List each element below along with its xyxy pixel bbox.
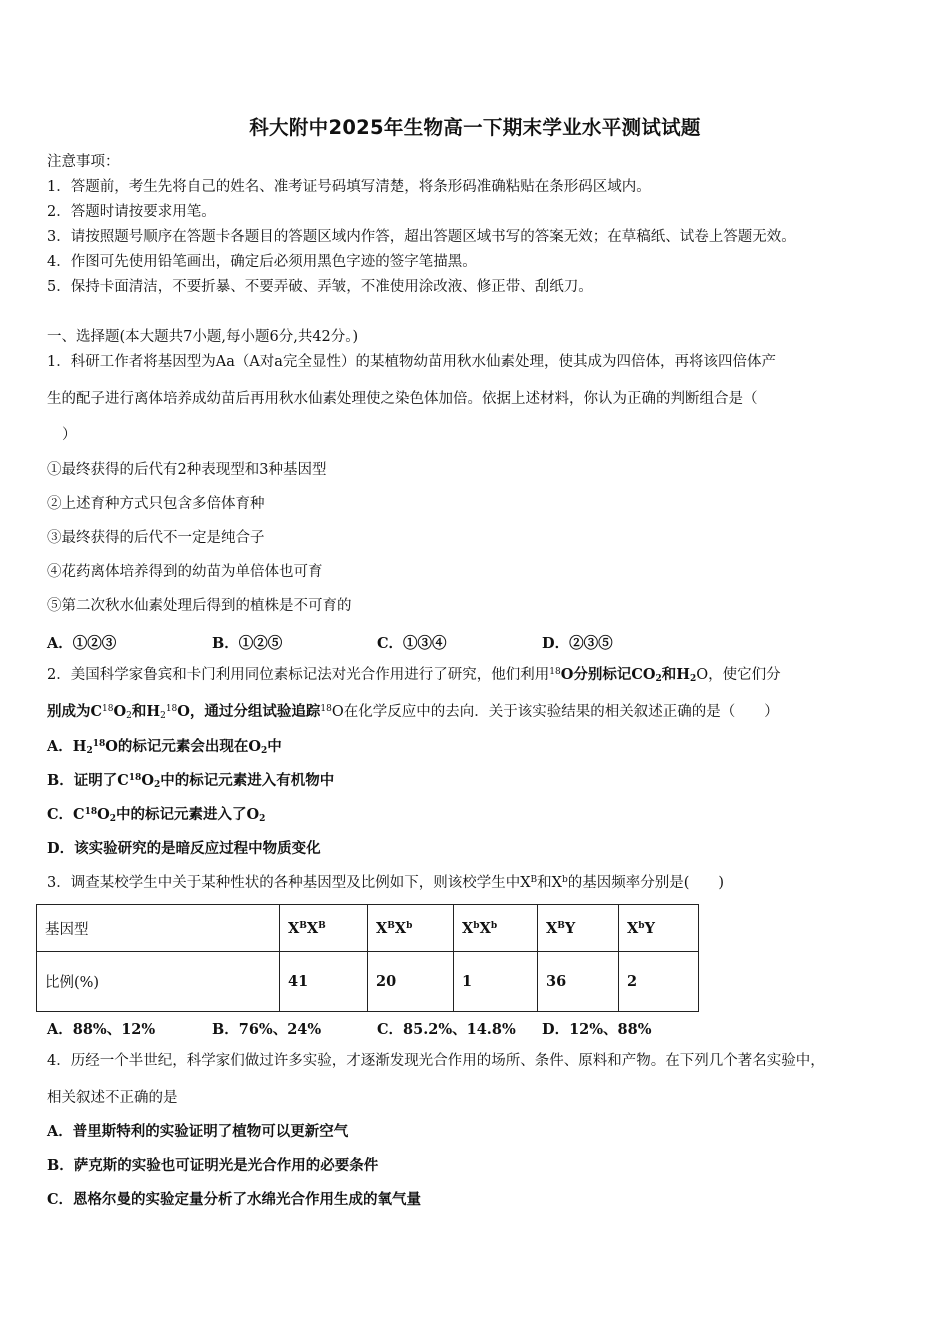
q3-option-a[interactable]: A．88%、12% <box>47 1021 156 1038</box>
q2-option-d[interactable]: D．该实验研究的是暗反应过程中物质变化 <box>47 840 321 857</box>
genotype-table <box>36 904 699 1012</box>
q1-statement: ⑤第二次秋水仙素处理后得到的植株是不可育的 <box>47 598 352 614</box>
q1-stem-line3: ） <box>62 427 77 443</box>
note-item: 1．答题前，考生先将自己的姓名、准考证号码填写清楚，将条形码准确粘贴在条形码区域内。 <box>47 179 651 195</box>
q4-option-a[interactable]: A．普里斯特利的实验证明了植物可以更新空气 <box>47 1123 349 1140</box>
q2-option-a[interactable]: A．$H_2^{18}O$的标记元素会出现在$O_2$中 <box>47 738 282 756</box>
q2-option-b[interactable]: B．证明了$C^{18}O_2$中的标记元素进入有机物中 <box>47 772 335 790</box>
table-cell: 比例(%) <box>37 952 280 1012</box>
q4-stem-line2: 相关叙述不正确的是 <box>47 1090 178 1106</box>
q2-stem-line2: 别成为$C^{18}O_2$和$H_2^{18}O$，通过分组试验追踪$^{18}$O在化学反应中的去向．关于该实验结果的相关叙述正确的是（ ） <box>47 703 779 721</box>
q4-stem-line1: 4．历经一个半世纪，科学家们做过许多实验，才逐渐发现光合作用的场所、条件、原料和产物。在下列几个著名实验中， <box>47 1053 825 1069</box>
q2-stem-line1: 2．美国科学家鲁宾和卡门利用同位素标记法对光合作用进行了研究，他们利用$^{18}$O分别标记$CO_2$和$H_2O$，使它们分 <box>47 666 781 684</box>
notes-heading: 注意事项： <box>47 154 120 170</box>
table-row <box>37 952 699 1012</box>
table-cell: 2 <box>619 952 699 1012</box>
note-item: 3．请按照题号顺序在答题卡各题目的答题区域内作答，超出答题区域书写的答案无效；在草稿纸、试卷上答题无效。 <box>47 229 796 245</box>
q4-option-c[interactable]: C．恩格尔曼的实验定量分析了水绵光合作用生成的氧气量 <box>47 1191 422 1208</box>
q1-stem-line2: 生的配子进行离体培养成幼苗后再用秋水仙素处理使之染色体加倍。依据上述材料，你认为正确的判断组合是（ <box>47 391 758 407</box>
q3-option-c[interactable]: C．85.2%、14.8% <box>377 1021 516 1038</box>
table-cell: $X^bY$ <box>619 905 699 952</box>
q1-option-d[interactable]: D．②③⑤ <box>542 635 613 652</box>
q1-statement: ①最终获得的后代有2种表现型和3种基因型 <box>47 462 327 478</box>
q1-statement: ②上述育种方式只包含多倍体育种 <box>47 496 265 512</box>
q1-stem-line1: 1．科研工作者将基因型为Aa（A对a完全显性）的某植物幼苗用秋水仙素处理，使其成为四倍体，再将该四倍体产 <box>47 354 776 370</box>
q3-stem: 3．调查某校学生中关于某种性状的各种基因型及比例如下，则该校学生中$X^B$和$X^b$的基因频率分别是( ) <box>47 875 725 891</box>
note-item: 4．作图可先使用铅笔画出，确定后必须用黑色字迹的签字笔描黑。 <box>47 254 477 270</box>
q1-option-a[interactable]: A．①②③ <box>47 635 117 652</box>
table-cell: $X^bX^b$ <box>454 905 538 952</box>
q3-option-d[interactable]: D．12%、88% <box>542 1021 652 1038</box>
table-cell: $X^BX^b$ <box>368 905 454 952</box>
table-cell: $X^BX^B$ <box>280 905 368 952</box>
q4-option-b[interactable]: B．萨克斯的实验也可证明光是光合作用的必要条件 <box>47 1157 379 1174</box>
section-heading: 一、选择题(本大题共7小题,每小题6分,共42分。) <box>47 329 359 345</box>
page-title: 科大附中2025年生物高一下期末学业水平测试试题 <box>249 116 701 139</box>
table-cell: 20 <box>368 952 454 1012</box>
table-cell: $X^BY$ <box>538 905 619 952</box>
table-cell: 基因型 <box>37 905 280 952</box>
q1-statement: ④花药离体培养得到的幼苗为单倍体也可育 <box>47 564 323 580</box>
q1-option-c[interactable]: C．①③④ <box>377 635 447 652</box>
table-cell: 41 <box>280 952 368 1012</box>
q3-option-b[interactable]: B．76%、24% <box>212 1021 322 1038</box>
note-item: 2．答题时请按要求用笔。 <box>47 204 216 220</box>
table-row <box>37 905 699 952</box>
table-cell: 36 <box>538 952 619 1012</box>
q1-option-b[interactable]: B．①②⑤ <box>212 635 283 652</box>
table-cell: 1 <box>454 952 538 1012</box>
q1-statement: ③最终获得的后代不一定是纯合子 <box>47 530 265 546</box>
q2-option-c[interactable]: C．$C^{18}O_2$中的标记元素进入了$O_2$ <box>47 806 266 824</box>
note-item: 5．保持卡面清洁，不要折暴、不要弄破、弄皱，不准使用涂改液、修正带、刮纸刀。 <box>47 279 593 295</box>
